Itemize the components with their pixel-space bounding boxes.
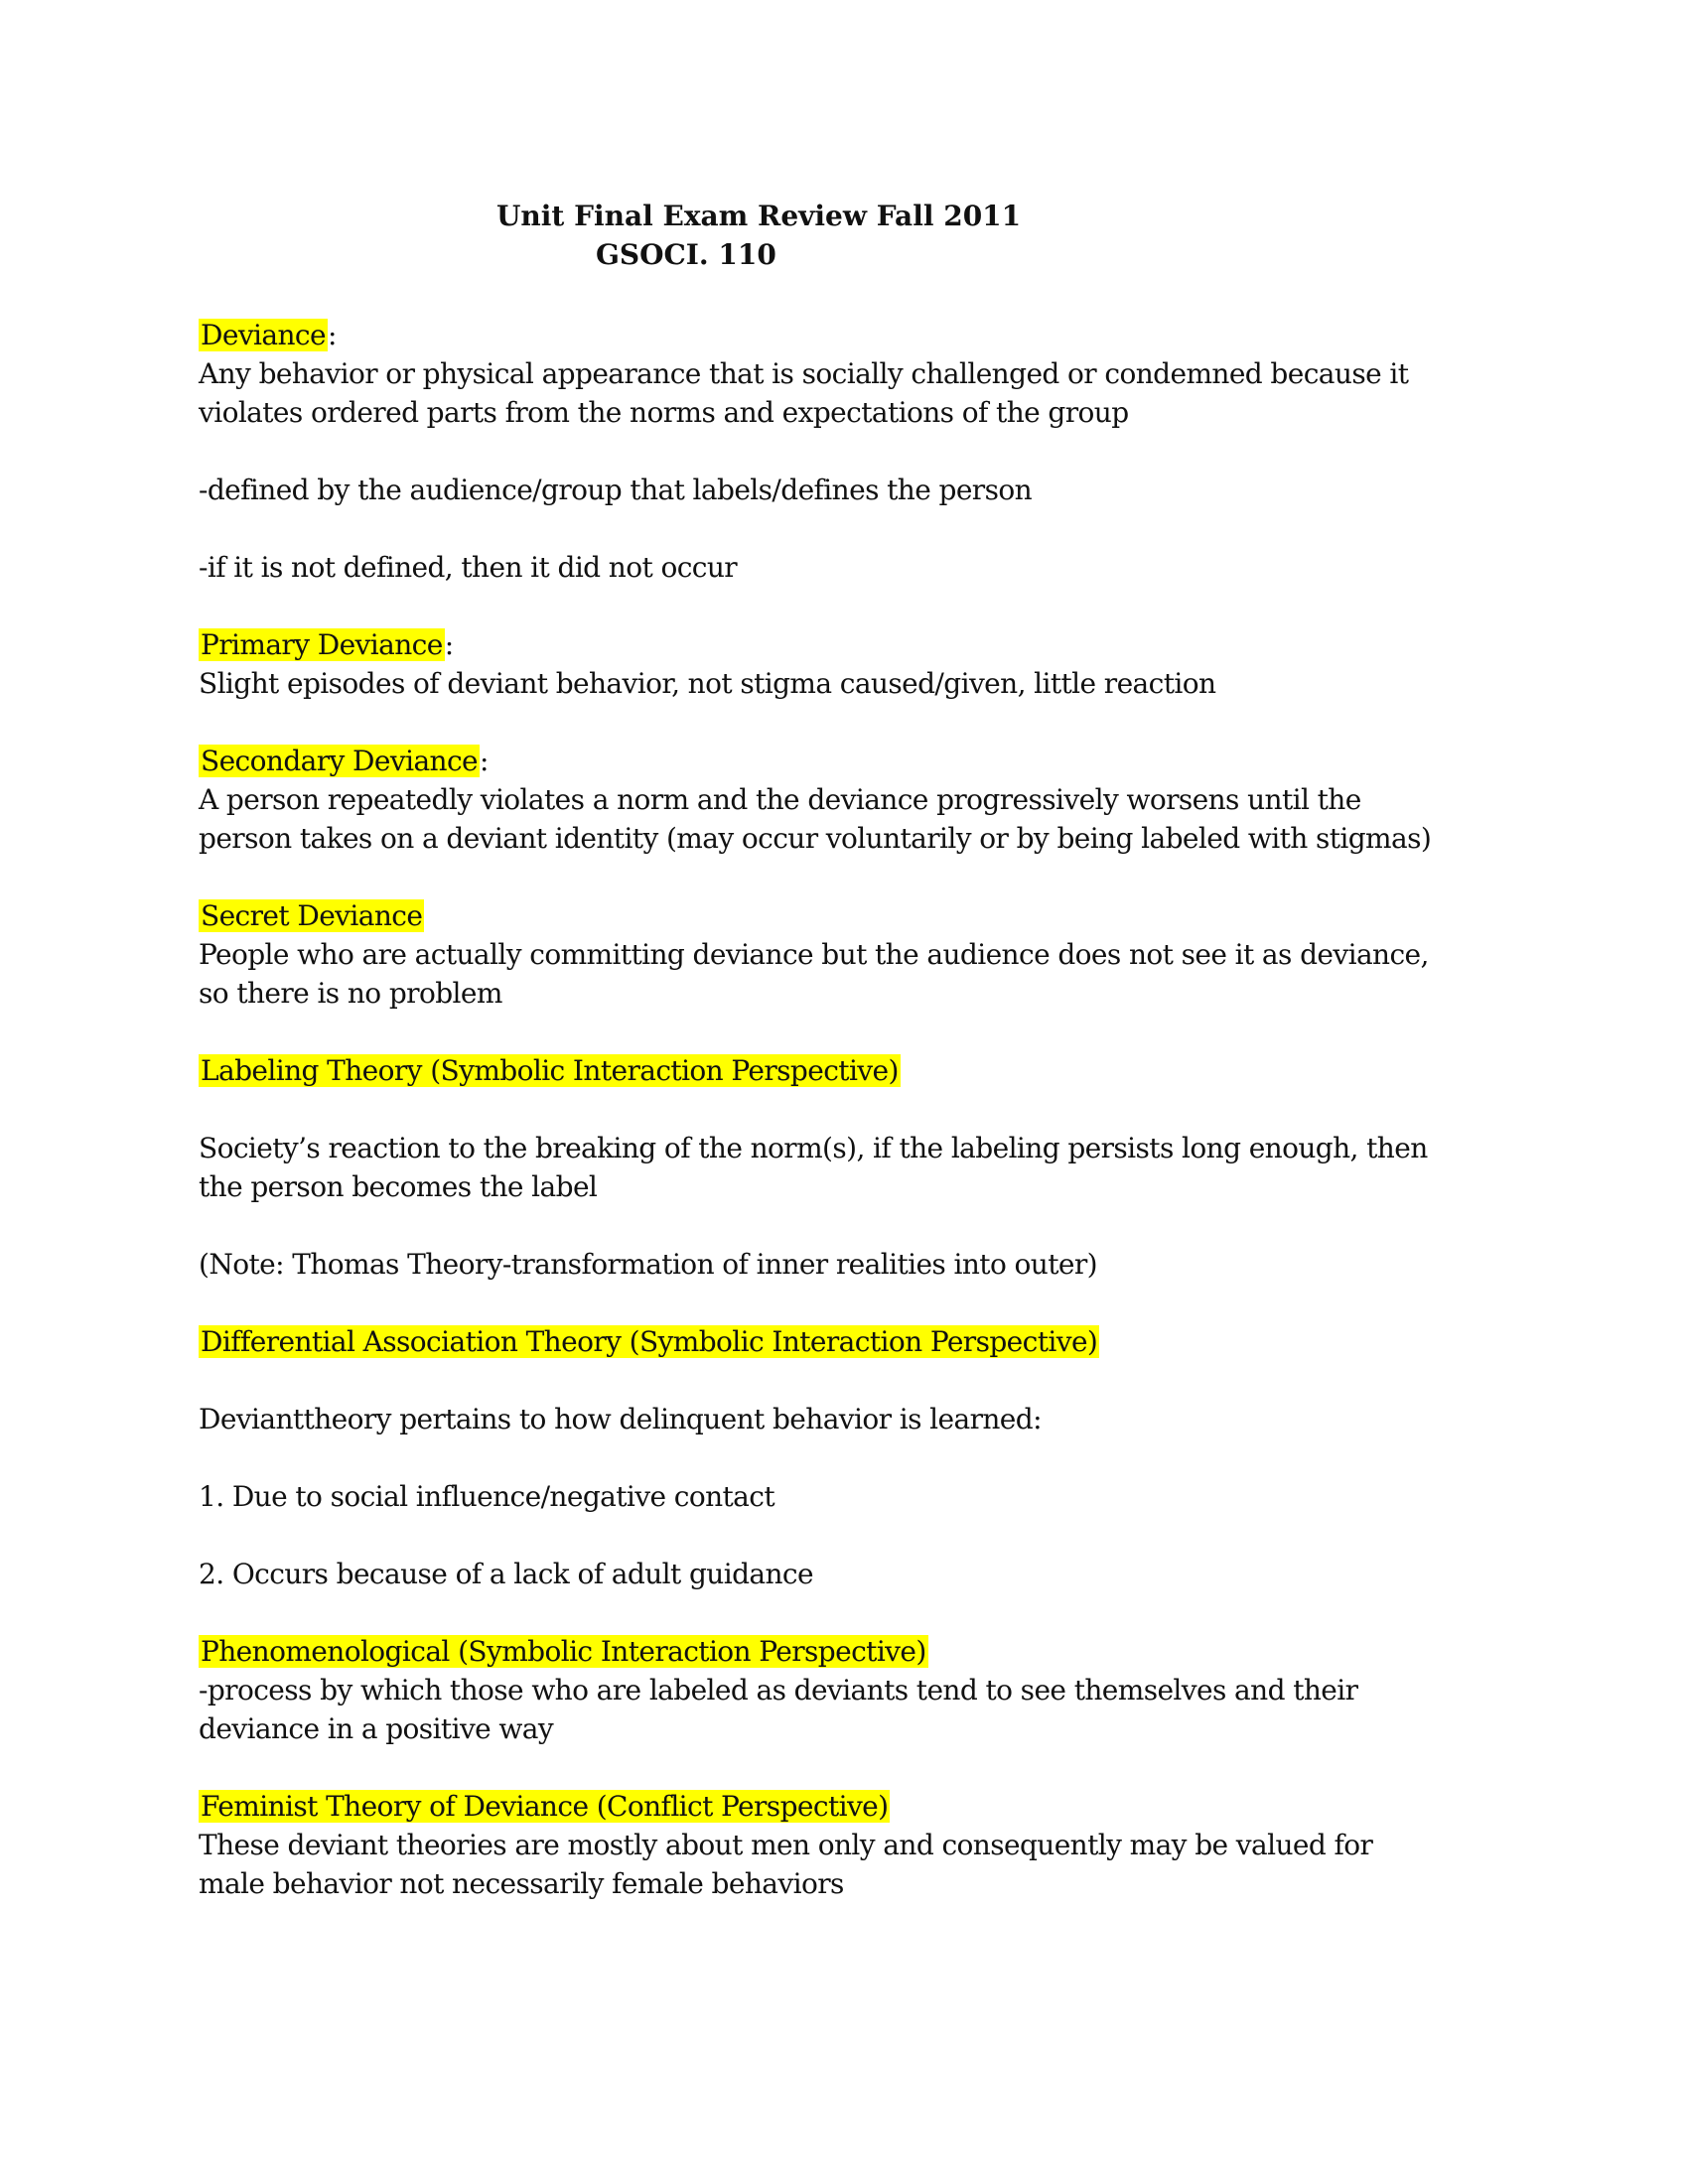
highlighted-term: Feminist Theory of Deviance (Conflict Perspective)	[201, 1790, 889, 1823]
document-body	[199, 316, 1509, 1903]
highlighted-term: Labeling Theory (Symbolic Interaction Perspective)	[201, 1054, 899, 1087]
section-heading-labeling-theory	[199, 1051, 1509, 1090]
body-text: -defined by the audience/group that labels/defines the person	[199, 474, 1033, 506]
section-heading-primary-deviance: Primary Deviance:	[201, 628, 454, 661]
section-heading-secret-deviance	[199, 896, 1509, 935]
body-text: Slight episodes of deviant behavior, not stigma caused/given, little reaction	[199, 667, 1216, 700]
body-text: -if it is not defined, then it did not occur	[199, 551, 738, 584]
body-text: so there is no problem	[199, 977, 502, 1010]
section-heading-phenomenological	[199, 1632, 1509, 1671]
body-text: People who are actually committing deviance but the audience does not see it as deviance,	[199, 938, 1429, 971]
body-text: person takes on a deviant identity (may occur voluntarily or by being labeled with stigmas)	[199, 822, 1432, 855]
document-title: Unit Final Exam Review Fall 2011	[496, 200, 1022, 232]
highlighted-term: Deviance	[201, 319, 326, 351]
body-text: Any behavior or physical appearance that is socially challenged or condemned because it	[199, 357, 1409, 390]
highlighted-term: Differential Association Theory (Symbolic Interaction Perspective)	[201, 1325, 1098, 1358]
body-text: A person repeatedly violates a norm and the deviance progressively worsens until the	[199, 783, 1361, 816]
body-text: the person becomes the label	[199, 1170, 598, 1203]
body-text: -process by which those who are labeled as deviants tend to see themselves and their	[199, 1674, 1358, 1706]
section-heading-secondary-deviance: Secondary Deviance:	[201, 745, 489, 777]
section-heading-deviance: Deviance:	[201, 319, 337, 351]
course-code: GSOCI. 110	[596, 238, 776, 271]
list-item: 1. Due to social influence/negative contact	[199, 1480, 774, 1513]
body-text: violates ordered parts from the norms and expectations of the group	[199, 396, 1129, 429]
highlighted-term: Primary Deviance	[201, 628, 443, 661]
body-text: These deviant theories are mostly about men only and consequently may be valued for	[199, 1829, 1373, 1861]
body-text: deviance in a positive way	[199, 1712, 554, 1745]
section-heading-differential-association	[199, 1322, 1509, 1361]
section-heading-feminist-theory	[199, 1787, 1509, 1826]
body-text: Devianttheory pertains to how delinquent behavior is learned:	[199, 1403, 1042, 1435]
list-item: 2. Occurs because of a lack of adult guidance	[199, 1558, 813, 1590]
highlighted-term: Secondary Deviance	[201, 745, 479, 777]
body-text: Society’s reaction to the breaking of the norm(s), if the labeling persists long enough, then	[199, 1132, 1428, 1164]
highlighted-term: Phenomenological (Symbolic Interaction Perspective)	[201, 1635, 926, 1668]
highlighted-term: Secret Deviance	[201, 899, 423, 932]
body-text: (Note: Thomas Theory-transformation of inner realities into outer)	[199, 1248, 1097, 1281]
title-block	[0, 197, 1688, 274]
body-text: male behavior not necessarily female behaviors	[199, 1867, 844, 1900]
